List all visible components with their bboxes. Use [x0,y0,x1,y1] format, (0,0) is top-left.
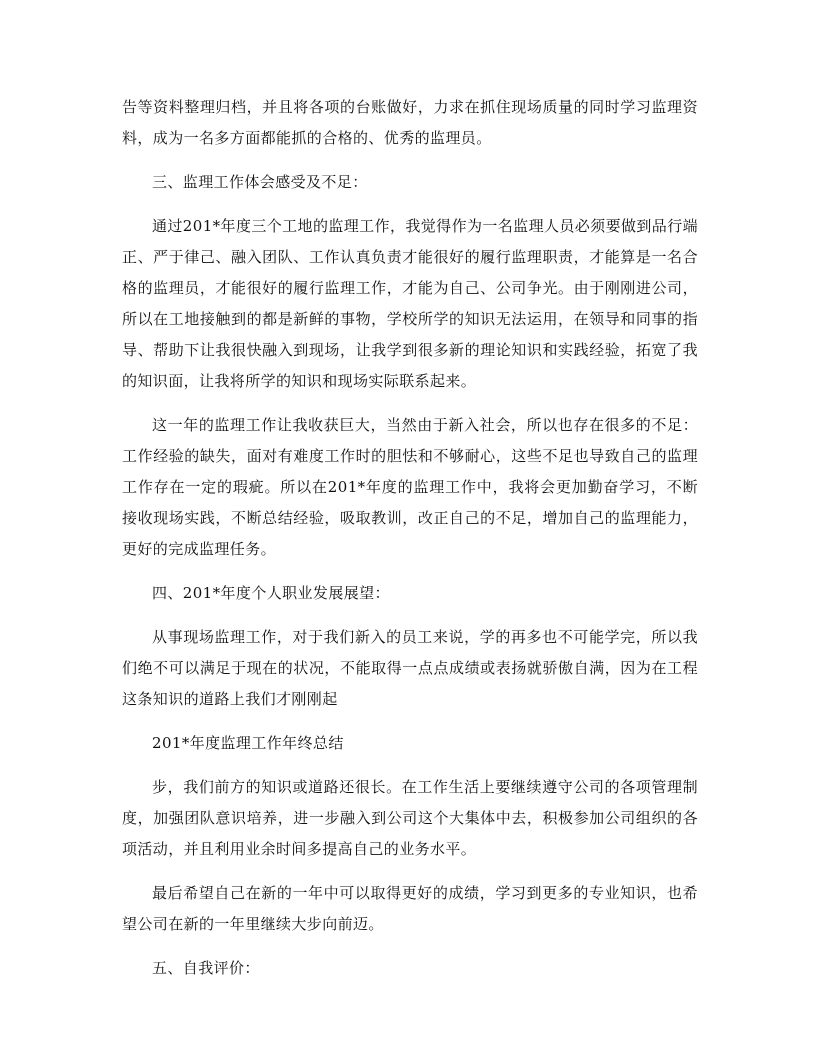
paragraph-gap [122,397,698,410]
paragraph-gap [122,865,698,878]
paragraph-continued: 告等资料整理归档，并且将各项的台账做好，力求在抓住现场质量的同时学习监理资料，成为一名多方面都能抓的合格的、优秀的监理员。 [122,98,698,147]
paragraph-gap [122,940,698,953]
paragraph-gap [122,154,698,167]
paragraph: 这一年的监理工作让我收获巨大，当然由于新入社会，所以也存在很多的不足：工作经验的缺失，面对有难度工作时的胆怯和不够耐心，这些不足也导致自己的监理工作存在一定的瑕疵。所以在201*年度的监理工作中，我将会更加勤奋学习，不断接收现场实践，不断总结经验，吸取教训，改正自己的不足，增加自己的监理能力，更好的完成监理任务。 [122,416,698,558]
paragraph-gap [122,198,698,211]
section-heading-5: 五、自我评价： [152,959,260,977]
paragraph: 步，我们前方的知识或道路还很长。在工作生活上要继续遵守公司的各项管理制度，加强团队意识培养，进一步融入到公司这个大集体中去，积极参加公司组织的各项活动，并且利用业余时间多提高自己的业务水平。 [122,778,698,858]
document-title-line: 201*年度监理工作年终总结 [152,734,344,752]
document-body [122,92,698,984]
section-heading-3: 三、监理工作体会感受及不足： [152,173,368,191]
paragraph-gap [122,565,698,578]
paragraph-gap [122,759,698,772]
paragraph: 从事现场监理工作，对于我们新入的员工来说，学的再多也不可能学完，所以我们绝不可以满足于现在的状况，不能取得一点点成绩或表扬就骄傲自满，因为在工程这条知识的道路上我们才刚刚起 [122,628,698,708]
section-heading-4: 四、201*年度个人职业发展展望： [152,584,390,602]
paragraph: 最后希望自己在新的一年中可以取得更好的成绩，学习到更多的专业知识，也希望公司在新的一年里继续大步向前迈。 [122,884,698,933]
paragraph-gap [122,609,698,622]
paragraph-gap [122,715,698,728]
paragraph: 通过201*年度三个工地的监理工作，我觉得作为一名监理人员必须要做到品行端正、严于律己、融入团队、工作认真负责才能很好的履行监理职责，才能算是一名合格的监理员，才能很好的履行监理工作，才能为自己、公司争光。由于刚刚进公司，所以在工地接触到的都是新鲜的事物，学校所学的知识无法运用，在领导和同事的指导、帮助下让我很快融入到现场，让我学到很多新的理论知识和实践经验，拓宽了我的知识面，让我将所学的知识和现场实际联系起来。 [122,217,698,390]
